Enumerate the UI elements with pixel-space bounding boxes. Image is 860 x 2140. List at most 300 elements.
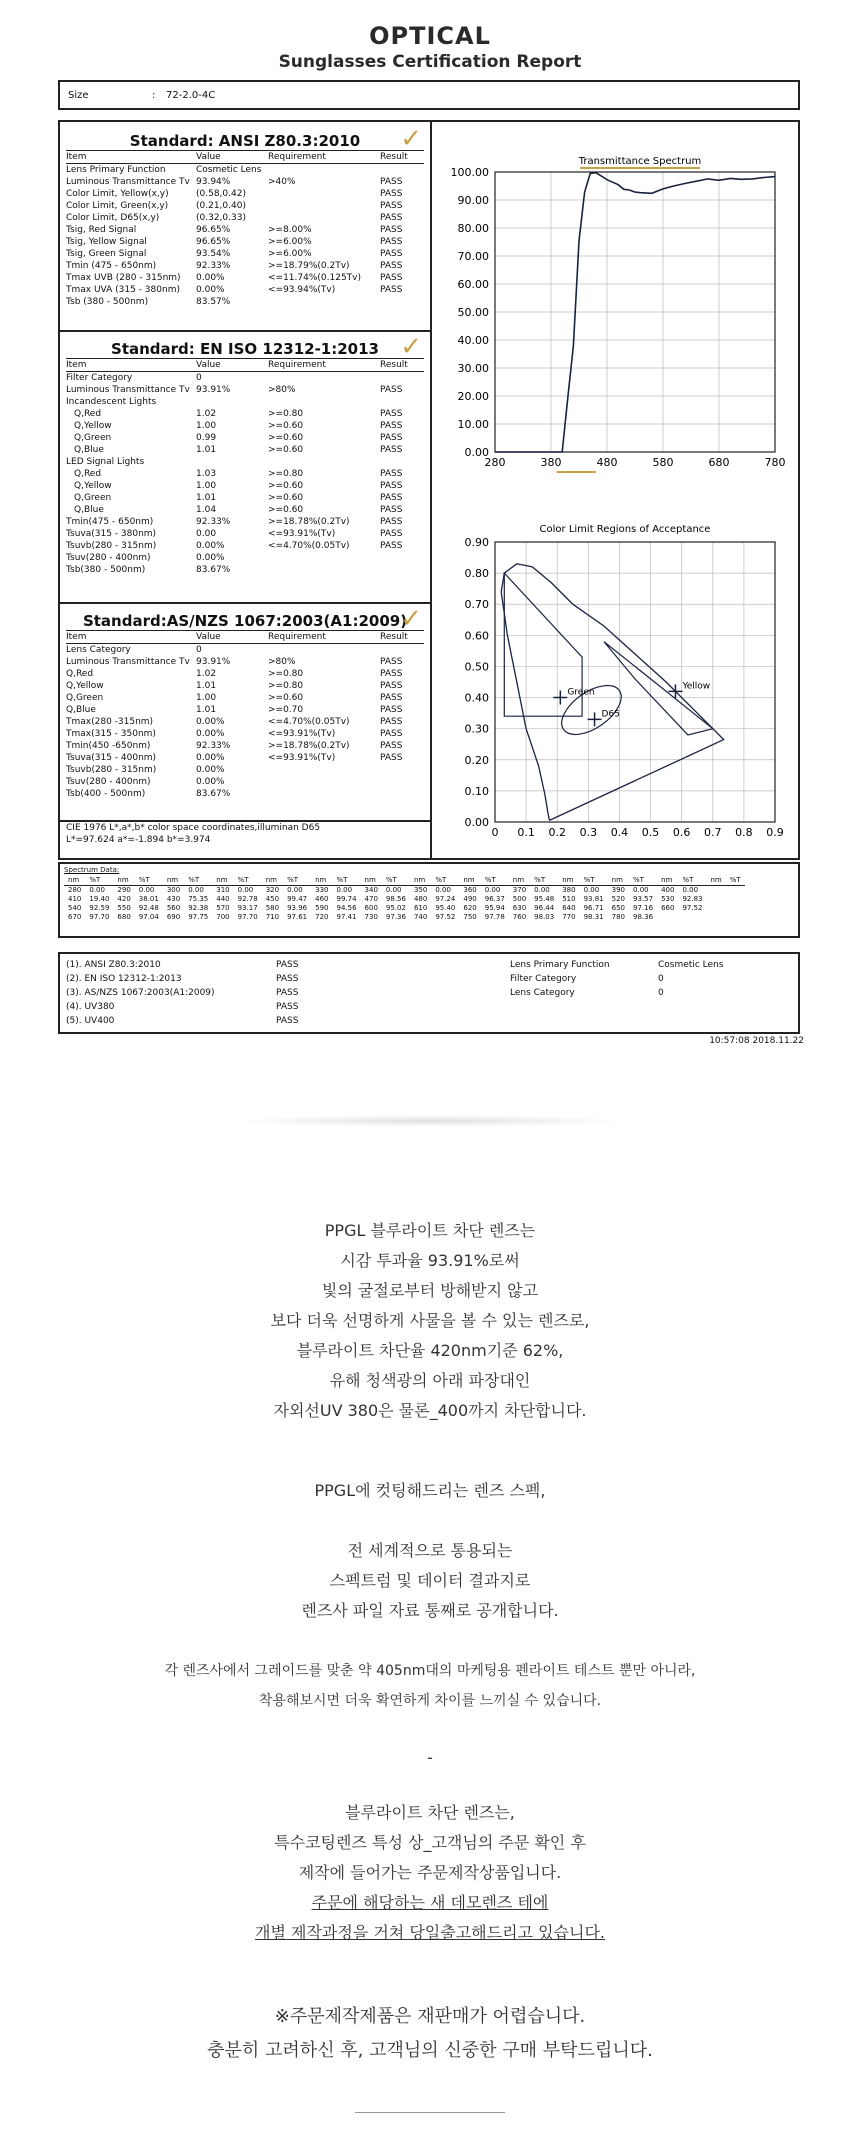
cie-coordinates — [66, 822, 320, 846]
table-cell: 92.83 — [682, 895, 703, 903]
table-cell: 97.78 — [484, 913, 505, 921]
table-cell: 98.31 — [583, 913, 604, 921]
y-tick-label: 0.90 — [464, 536, 489, 549]
table-cell — [268, 776, 380, 788]
table-cell: 730 — [364, 913, 378, 921]
table-cell: PASS — [380, 433, 403, 443]
table-cell: Filter Category — [66, 373, 133, 383]
table-row — [66, 420, 424, 432]
table-cell: 770 — [562, 913, 576, 921]
table-cell: (0.32,0.33) — [196, 213, 246, 223]
table-cell: 720 — [315, 913, 329, 921]
table-cell: 620 — [463, 904, 477, 912]
table-cell: >=0.80 — [268, 681, 304, 691]
table-cell: <=93.91%(Tv) — [268, 753, 336, 763]
table-cell: 0.00 — [188, 886, 204, 894]
size-sep: : — [152, 90, 156, 101]
table-cell: PASS — [380, 517, 403, 527]
table-cell: 93.91% — [196, 657, 231, 667]
table-cell: %T — [332, 876, 360, 886]
table-row — [66, 740, 424, 752]
table-cell: PASS — [380, 741, 403, 751]
table-cell: 98.56 — [385, 895, 406, 903]
description-line: 시감 투과율 93.91%로써 — [340, 1251, 520, 1270]
table-cell: 520 — [611, 895, 626, 903]
table-cell: 0.00% — [196, 285, 225, 295]
table-cell: nm — [706, 876, 725, 886]
table-row — [66, 372, 424, 385]
table-cell: <=93.91%(Tv) — [268, 529, 336, 539]
table-cell: 1.01 — [196, 681, 217, 691]
table-cell: 430 — [166, 895, 181, 903]
table-cell: 470 — [364, 895, 378, 903]
table-cell: PASS — [380, 681, 403, 691]
table-cell: 0.00% — [196, 553, 225, 563]
table-cell: PASS — [380, 529, 403, 539]
table-cell — [268, 296, 380, 308]
point-marker — [588, 712, 602, 726]
table-cell: Tsig, Green Signal — [66, 249, 147, 259]
table-cell: Tsuva(315 - 380nm) — [66, 529, 157, 539]
y-tick-label: 0.50 — [464, 660, 489, 674]
table-cell: 96.44 — [534, 904, 555, 912]
table-cell: Color Limit, Green(x,y) — [66, 201, 169, 211]
table-cell: PASS — [380, 493, 403, 503]
y-tick-label: 0.70 — [464, 598, 489, 612]
table-cell: PASS — [380, 385, 403, 395]
size-value: 72-2.0-4C — [166, 90, 216, 101]
table-row — [66, 752, 424, 764]
table-cell: 660 — [661, 904, 675, 912]
y-tick-label: 0.30 — [464, 722, 489, 736]
table-cell: 550 — [117, 904, 131, 912]
table-cell — [380, 788, 424, 800]
standard-table — [66, 630, 424, 800]
description-line: 블루라이트 차단 렌즈는, — [345, 1803, 515, 1822]
x-tick-label: 0.9 — [766, 826, 784, 839]
description-line: 빛의 굴절로부터 방해받지 않고 — [321, 1281, 539, 1300]
table-cell — [380, 552, 424, 564]
table-cell: 350 — [413, 886, 428, 894]
table-cell: %T — [530, 876, 558, 886]
table-row — [66, 764, 424, 776]
table-cell: LED Signal Lights — [66, 457, 145, 467]
table-row — [66, 788, 424, 800]
description-line: 유해 청색광의 아래 파장대인 — [329, 1371, 531, 1390]
table-row — [66, 716, 424, 728]
table-cell: 760 — [512, 913, 527, 921]
table-cell: nm — [212, 876, 233, 886]
check-mark-icon: ✓ — [400, 124, 422, 154]
table-cell: 75.35 — [188, 895, 209, 903]
column-header-requirement: Requirement — [268, 359, 380, 372]
table-cell: 0.00 — [237, 886, 254, 894]
table-cell: (0.21,0.40) — [196, 201, 246, 211]
table-cell: >=18.78%(0.2Tv) — [268, 741, 350, 751]
table-row — [66, 644, 424, 657]
table-cell: 97.16 — [633, 904, 654, 912]
table-cell: 0.00 — [196, 529, 217, 539]
table-cell: 92.59 — [89, 904, 110, 912]
standard-table — [66, 150, 424, 308]
x-tick-label: 0.3 — [579, 826, 598, 839]
panel-divider — [430, 122, 432, 860]
table-cell: Luminous Transmittance Tv — [66, 385, 190, 395]
table-cell: Tsuvb(280 - 315nm) — [66, 765, 157, 775]
x-tick-label: 0.5 — [641, 826, 660, 839]
spectrum-data-table — [64, 876, 745, 922]
table-cell: 300 — [166, 886, 181, 894]
table-row — [64, 886, 745, 896]
table-cell: Q,Red — [74, 409, 102, 419]
y-tick-label: 50.00 — [457, 306, 489, 319]
table-cell: 360 — [463, 886, 477, 894]
table-cell: 97.52 — [435, 913, 456, 921]
table-cell — [380, 396, 424, 408]
table-cell: 95.40 — [435, 904, 456, 912]
column-header-item: Item — [66, 359, 196, 372]
table-row — [66, 200, 424, 212]
plot-frame — [495, 542, 775, 822]
table-cell: nm — [113, 876, 134, 886]
table-cell: 92.33% — [196, 741, 231, 751]
point-label: Yellow — [682, 681, 711, 692]
table-cell: 370 — [512, 886, 527, 894]
table-row — [64, 913, 745, 922]
table-cell — [268, 788, 380, 800]
table-cell: >80% — [268, 385, 296, 395]
table-cell: >=8.00% — [268, 225, 312, 235]
table-cell: 95.94 — [484, 904, 505, 912]
y-tick-label: 80.00 — [457, 222, 489, 235]
y-tick-label: 10.00 — [457, 418, 489, 431]
table-cell: >=0.80 — [268, 669, 304, 679]
cie-line-1: CIE 1976 L*,a*,b* color space coordinates,illuminan D65 — [66, 823, 321, 833]
table-row — [66, 728, 424, 740]
table-cell: 93.57 — [633, 895, 654, 903]
description-line: 보다 더욱 선명하게 사물을 볼 수 있는 렌즈로, — [270, 1311, 590, 1330]
table-cell: 97.70 — [237, 913, 258, 921]
table-row — [66, 248, 424, 260]
color-limit-chart — [440, 520, 790, 850]
table-row — [66, 656, 424, 668]
table-cell: 83.67% — [196, 565, 231, 575]
description-line: 개별 제작과정을 거쳐 당일출고해드리고 있습니다. — [254, 1923, 605, 1942]
table-cell: 19.40 — [89, 895, 110, 903]
summary-property: Lens Category — [510, 988, 575, 998]
standard-iso — [60, 330, 430, 604]
summary-property: Lens Primary Function — [510, 960, 610, 970]
table-cell: 0.00 — [682, 886, 699, 894]
table-cell: 340 — [364, 886, 378, 894]
table-cell: Tmax(315 - 350nm) — [66, 729, 156, 739]
table-cell: 480 — [413, 895, 428, 903]
table-cell: Tsuv(280 - 400nm) — [66, 777, 151, 787]
table-cell: %T — [481, 876, 509, 886]
table-cell — [268, 188, 380, 200]
description-line: 스펙트럼 및 데이터 결과지로 — [329, 1571, 531, 1590]
table-cell: PASS — [380, 249, 403, 259]
table-cell: PASS — [380, 705, 403, 715]
table-cell: PASS — [380, 421, 403, 431]
table-cell: Tsuva(315 - 400nm) — [66, 753, 157, 763]
table-cell: Tsig, Red Signal — [66, 225, 137, 235]
x-tick-label: 0.2 — [548, 826, 566, 839]
table-row — [66, 176, 424, 188]
table-cell: 96.37 — [484, 895, 505, 903]
table-cell — [268, 200, 380, 212]
table-cell — [380, 644, 424, 657]
y-tick-label: 0.00 — [464, 816, 489, 829]
table-cell: 0.00 — [583, 886, 600, 894]
column-header-requirement: Requirement — [268, 151, 380, 164]
table-cell: Q,Green — [74, 493, 112, 503]
table-cell — [380, 764, 424, 776]
table-cell: PASS — [380, 201, 403, 211]
x-tick-label: 480 — [596, 456, 618, 469]
table-cell: 700 — [216, 913, 230, 921]
table-cell: 1.03 — [196, 469, 217, 479]
table-cell: 92.33% — [196, 517, 231, 527]
table-row — [66, 668, 424, 680]
table-cell: %T — [726, 876, 745, 886]
report-timestamp: 10:57:08 2018.11.22 — [709, 1036, 804, 1046]
table-cell — [268, 164, 380, 177]
table-row — [66, 776, 424, 788]
chart-title: Transmittance Spectrum — [578, 156, 702, 167]
table-cell: %T — [431, 876, 459, 886]
table-cell: 650 — [611, 904, 626, 912]
table-cell: 0.00 — [89, 886, 105, 894]
table-cell: PASS — [380, 177, 403, 187]
chart-title: Color Limit Regions of Acceptance — [539, 524, 711, 535]
table-cell: 92.38 — [188, 904, 209, 912]
table-cell: 310 — [216, 886, 230, 894]
standards-column — [60, 122, 430, 822]
table-cell: Luminous Transmittance Tv — [66, 177, 190, 187]
table-cell: %T — [629, 876, 657, 886]
table-cell: 1.00 — [196, 693, 217, 703]
table-cell: PASS — [380, 753, 403, 763]
y-tick-label: 0.20 — [464, 753, 489, 767]
table-row — [64, 904, 745, 913]
standard-ansi — [60, 122, 430, 332]
table-cell: %T — [382, 876, 410, 886]
table-cell: 0.00 — [138, 886, 155, 894]
table-cell: >=0.60 — [268, 505, 304, 515]
table-cell: 500 — [512, 895, 527, 903]
table-cell: Tsb(380 - 500nm) — [66, 565, 146, 575]
x-tick-label: 0.4 — [610, 826, 629, 839]
table-cell: Color Limit, D65(x,y) — [66, 213, 160, 223]
column-header-value: Value — [196, 151, 268, 164]
table-cell: 0.00% — [196, 753, 225, 763]
table-cell: 740 — [413, 913, 428, 921]
summary-property-value: 0 — [658, 988, 664, 998]
x-tick-label: 0.1 — [517, 826, 535, 839]
table-cell: 97.52 — [682, 904, 703, 912]
table-row — [66, 456, 424, 468]
table-row — [66, 680, 424, 692]
table-cell: Tmax UVB (280 - 315nm) — [66, 273, 181, 283]
table-cell: Q,Green — [74, 433, 112, 443]
table-cell: 320 — [265, 886, 280, 894]
table-cell: 96.65% — [196, 225, 231, 235]
table-row — [66, 164, 424, 177]
table-cell: >=0.60 — [268, 693, 304, 703]
table-cell — [268, 764, 380, 776]
table-cell: 1.00 — [196, 481, 217, 491]
table-cell — [196, 396, 268, 408]
description-line: - — [427, 1748, 433, 1767]
table-cell: Q,Blue — [74, 445, 104, 455]
table-cell: PASS — [380, 285, 403, 295]
table-cell: nm — [558, 876, 579, 886]
table-row — [66, 296, 424, 308]
table-cell: <=4.70%(0.05Tv) — [268, 541, 350, 551]
table-cell: >40% — [268, 177, 296, 187]
table-cell: PASS — [380, 729, 403, 739]
table-cell: Q,Blue — [74, 505, 104, 515]
table-cell — [268, 456, 380, 468]
table-cell: Incandescent Lights — [66, 397, 157, 407]
table-cell: 450 — [265, 895, 280, 903]
column-header-value: Value — [196, 359, 268, 372]
table-cell — [268, 372, 380, 385]
table-cell: 0.00% — [196, 273, 225, 283]
table-cell: (0.58,0.42) — [196, 189, 246, 199]
table-row — [66, 516, 424, 528]
summary-result: PASS — [276, 960, 299, 970]
table-cell: 0.00% — [196, 765, 225, 775]
table-cell — [268, 396, 380, 408]
table-cell — [268, 564, 380, 576]
table-cell: 0.00% — [196, 777, 225, 787]
table-cell — [380, 564, 424, 576]
table-cell: 530 — [661, 895, 675, 903]
table-row — [66, 692, 424, 704]
y-tick-label: 0.00 — [464, 446, 489, 459]
table-cell: Tsuv(280 - 400nm) — [66, 553, 151, 563]
table-cell: >=0.60 — [268, 493, 304, 503]
table-cell: nm — [64, 876, 85, 886]
table-cell: PASS — [380, 469, 403, 479]
column-header-result: Result — [380, 359, 424, 372]
table-row — [66, 480, 424, 492]
table-cell: 440 — [216, 895, 230, 903]
table-cell: nm — [410, 876, 431, 886]
table-cell: 780 — [611, 913, 626, 921]
table-cell: 590 — [315, 904, 329, 912]
description-line: 착용해보시면 더욱 확연하게 차이를 느끼실 수 있습니다. — [258, 1693, 602, 1709]
table-cell: 400 — [661, 886, 675, 894]
table-cell: 600 — [364, 904, 378, 912]
table-cell: 630 — [512, 904, 527, 912]
table-cell: 92.78 — [237, 895, 258, 903]
table-cell: %T — [234, 876, 262, 886]
description-line: 각 렌즈사에서 그레이드를 맞춘 약 405nm대의 마케팅용 펜라이트 테스트 뿐만 아니라, — [164, 1663, 696, 1679]
table-cell: PASS — [380, 669, 403, 679]
table-cell: >=0.80 — [268, 409, 304, 419]
table-cell: %T — [678, 876, 706, 886]
column-header-requirement: Requirement — [268, 631, 380, 644]
table-cell: 83.67% — [196, 789, 231, 799]
table-row — [66, 528, 424, 540]
table-cell: 93.91% — [196, 385, 231, 395]
point-label: Green — [567, 687, 595, 698]
table-cell: PASS — [380, 237, 403, 247]
table-row — [66, 212, 424, 224]
table-cell: 97.41 — [336, 913, 357, 921]
table-cell: 670 — [68, 913, 82, 921]
table-cell: 97.75 — [188, 913, 209, 921]
summary-result: PASS — [276, 1002, 299, 1012]
table-cell: <=11.74%(0.125Tv) — [268, 273, 362, 283]
spectral-locus — [501, 564, 724, 821]
spectrum-data-panel — [58, 862, 800, 938]
table-cell: Q,Blue — [66, 705, 96, 715]
table-cell: 92.33% — [196, 261, 231, 271]
table-cell: >=18.79%(0.2Tv) — [268, 261, 350, 271]
table-cell: 95.48 — [534, 895, 555, 903]
table-row — [66, 432, 424, 444]
table-cell: 1.02 — [196, 669, 217, 679]
table-cell: 510 — [562, 895, 576, 903]
table-cell: PASS — [380, 273, 403, 283]
description-line: ※주문제작제품은 재판매가 어렵습니다. — [274, 2006, 586, 2027]
table-cell: >=18.78%(0.2Tv) — [268, 517, 350, 527]
table-cell: 97.70 — [89, 913, 110, 921]
table-cell: 540 — [68, 904, 82, 912]
check-mark-icon: ✓ — [400, 604, 422, 634]
table-cell: >=0.60 — [268, 433, 304, 443]
table-cell: >=0.60 — [268, 481, 304, 491]
transmittance-spectrum-chart — [440, 150, 790, 480]
x-tick-label: 0 — [491, 826, 499, 839]
summary-standard: (5). UV400 — [66, 1016, 115, 1026]
table-row — [66, 492, 424, 504]
table-cell: %T — [184, 876, 212, 886]
table-cell: >=0.70 — [268, 705, 304, 715]
table-cell: %T — [283, 876, 311, 886]
description-line: 특수코팅렌즈 특성 상_고객님의 주문 확인 후 — [274, 1833, 586, 1852]
table-cell: PASS — [380, 541, 403, 551]
table-cell: 570 — [216, 904, 230, 912]
table-row — [66, 540, 424, 552]
table-cell: Tmin(475 - 650nm) — [66, 517, 154, 527]
table-cell: 98.36 — [633, 913, 654, 921]
table-cell: 0.00 — [435, 886, 451, 894]
table-cell: 680 — [117, 913, 131, 921]
table-cell: 710 — [265, 913, 280, 921]
table-cell: Luminous Transmittance Tv — [66, 657, 190, 667]
table-cell: 0 — [196, 373, 202, 383]
table-cell: 95.02 — [385, 904, 406, 912]
description-line: PPGL에 컷팅해드리는 렌즈 스펙, — [314, 1481, 546, 1500]
table-cell: nm — [459, 876, 480, 886]
x-tick-label: 0.8 — [735, 826, 753, 839]
table-cell: >=6.00% — [268, 249, 312, 259]
description-line: 렌즈사 파일 자료 통째로 공개합니다. — [301, 1601, 559, 1620]
table-cell: Q,Red — [74, 469, 102, 479]
table-row — [66, 236, 424, 248]
table-cell: Q,Yellow — [74, 421, 112, 431]
description-line: PPGL 블루라이트 차단 렌즈는 — [324, 1221, 536, 1240]
table-cell: 750 — [463, 913, 477, 921]
table-cell: >=0.60 — [268, 421, 304, 431]
table-row — [66, 396, 424, 408]
table-cell: 83.57% — [196, 297, 231, 307]
